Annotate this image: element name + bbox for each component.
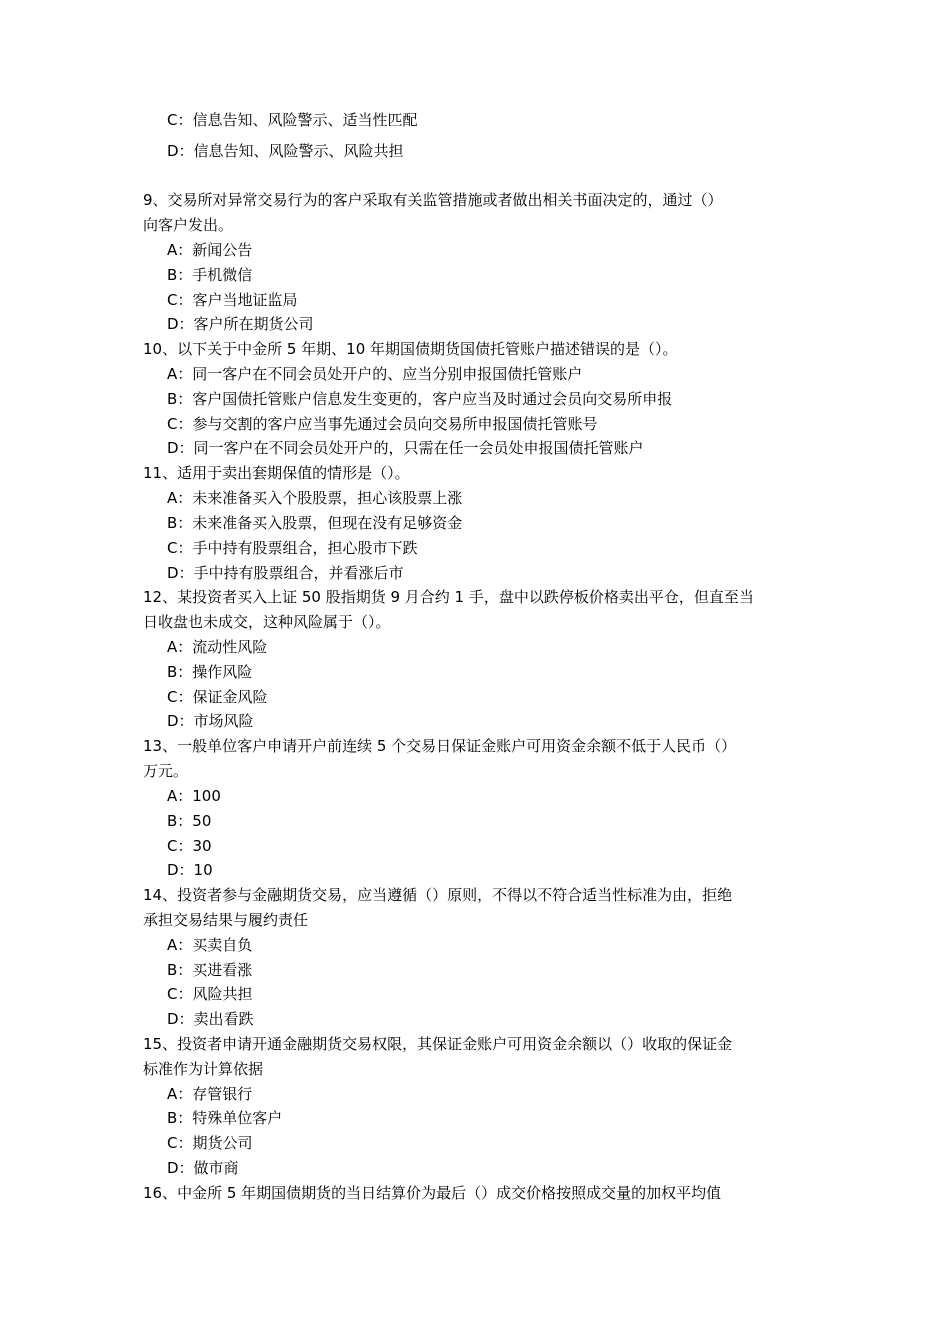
option-line: C：保证金风险	[167, 688, 268, 706]
option-line: D：卖出看跌	[167, 1010, 254, 1028]
question-line: 向客户发出。	[143, 216, 234, 234]
question-line: 10、以下关于中金所 5 年期、10 年期国债期货国债托管账户描述错误的是（）。	[143, 340, 678, 358]
option-line: B：手机微信	[167, 266, 253, 284]
option-line: D：手中持有股票组合，并看涨后市	[167, 564, 404, 582]
option-line: C：风险共担	[167, 985, 253, 1003]
option-line: C：30	[167, 837, 212, 855]
option-line: C：信息告知、风险警示、适当性匹配	[167, 111, 418, 129]
option-line: A：流动性风险	[167, 638, 268, 656]
option-line: D：10	[167, 861, 213, 879]
question-line: 标准作为计算依据	[143, 1060, 264, 1078]
option-line: A：买卖自负	[167, 936, 253, 954]
option-line: C：手中持有股票组合，担心股市下跌	[167, 539, 418, 557]
option-line: A：新闻公告	[167, 241, 253, 259]
option-line: D：客户所在期货公司	[167, 315, 314, 333]
option-line: A：存管银行	[167, 1085, 253, 1103]
question-line: 16、中金所 5 年期国债期货的当日结算价为最后（）成交价格按照成交量的加权平均值	[143, 1184, 722, 1202]
question-line: 万元。	[143, 762, 189, 780]
option-line: D：信息告知、风险警示、风险共担	[167, 142, 404, 160]
option-line: B：未来准备买入股票，但现在没有足够资金	[167, 514, 463, 532]
option-line: C：客户当地证监局	[167, 291, 298, 309]
option-line: D：做市商	[167, 1159, 239, 1177]
option-line: B：操作风险	[167, 663, 253, 681]
question-line: 日收盘也未成交，这种风险属于（）。	[143, 613, 391, 631]
option-line: C：参与交割的客户应当事先通过会员向交易所申报国债托管账号	[167, 415, 598, 433]
option-line: C：期货公司	[167, 1134, 253, 1152]
option-line: B：买进看涨	[167, 961, 253, 979]
option-line: D：市场风险	[167, 712, 254, 730]
question-line: 9、交易所对异常交易行为的客户采取有关监管措施或者做出相关书面决定的，通过（）	[143, 191, 723, 209]
option-line: B：50	[167, 812, 212, 830]
option-line: A：同一客户在不同会员处开户的、应当分别申报国债托管账户	[167, 365, 583, 383]
question-line: 11、适用于卖出套期保值的情形是（）。	[143, 464, 410, 482]
question-line: 14、投资者参与金融期货交易，应当遵循（）原则，不得以不符合适当性标准为由，拒绝	[143, 886, 733, 904]
option-line: A：未来准备买入个股股票，担心该股票上涨	[167, 489, 463, 507]
question-line: 承担交易结果与履约责任	[143, 911, 309, 929]
question-line: 15、投资者申请开通金融期货交易权限，其保证金账户可用资金余额以（）收取的保证金	[143, 1035, 733, 1053]
option-line: B：客户国债托管账户信息发生变更的，客户应当及时通过会员向交易所申报	[167, 390, 673, 408]
question-line: 13、一般单位客户申请开户前连续 5 个交易日保证金账户可用资金余额不低于人民币（）	[143, 737, 737, 755]
option-line: D：同一客户在不同会员处开户的，只需在任一会员处申报国债托管账户	[167, 439, 644, 457]
question-line: 12、某投资者买入上证 50 股指期货 9 月合约 1 手，盘中以跌停板价格卖出平仓，但直至当	[143, 588, 754, 606]
option-line: B：特殊单位客户	[167, 1109, 283, 1127]
option-line: A：100	[167, 787, 221, 805]
